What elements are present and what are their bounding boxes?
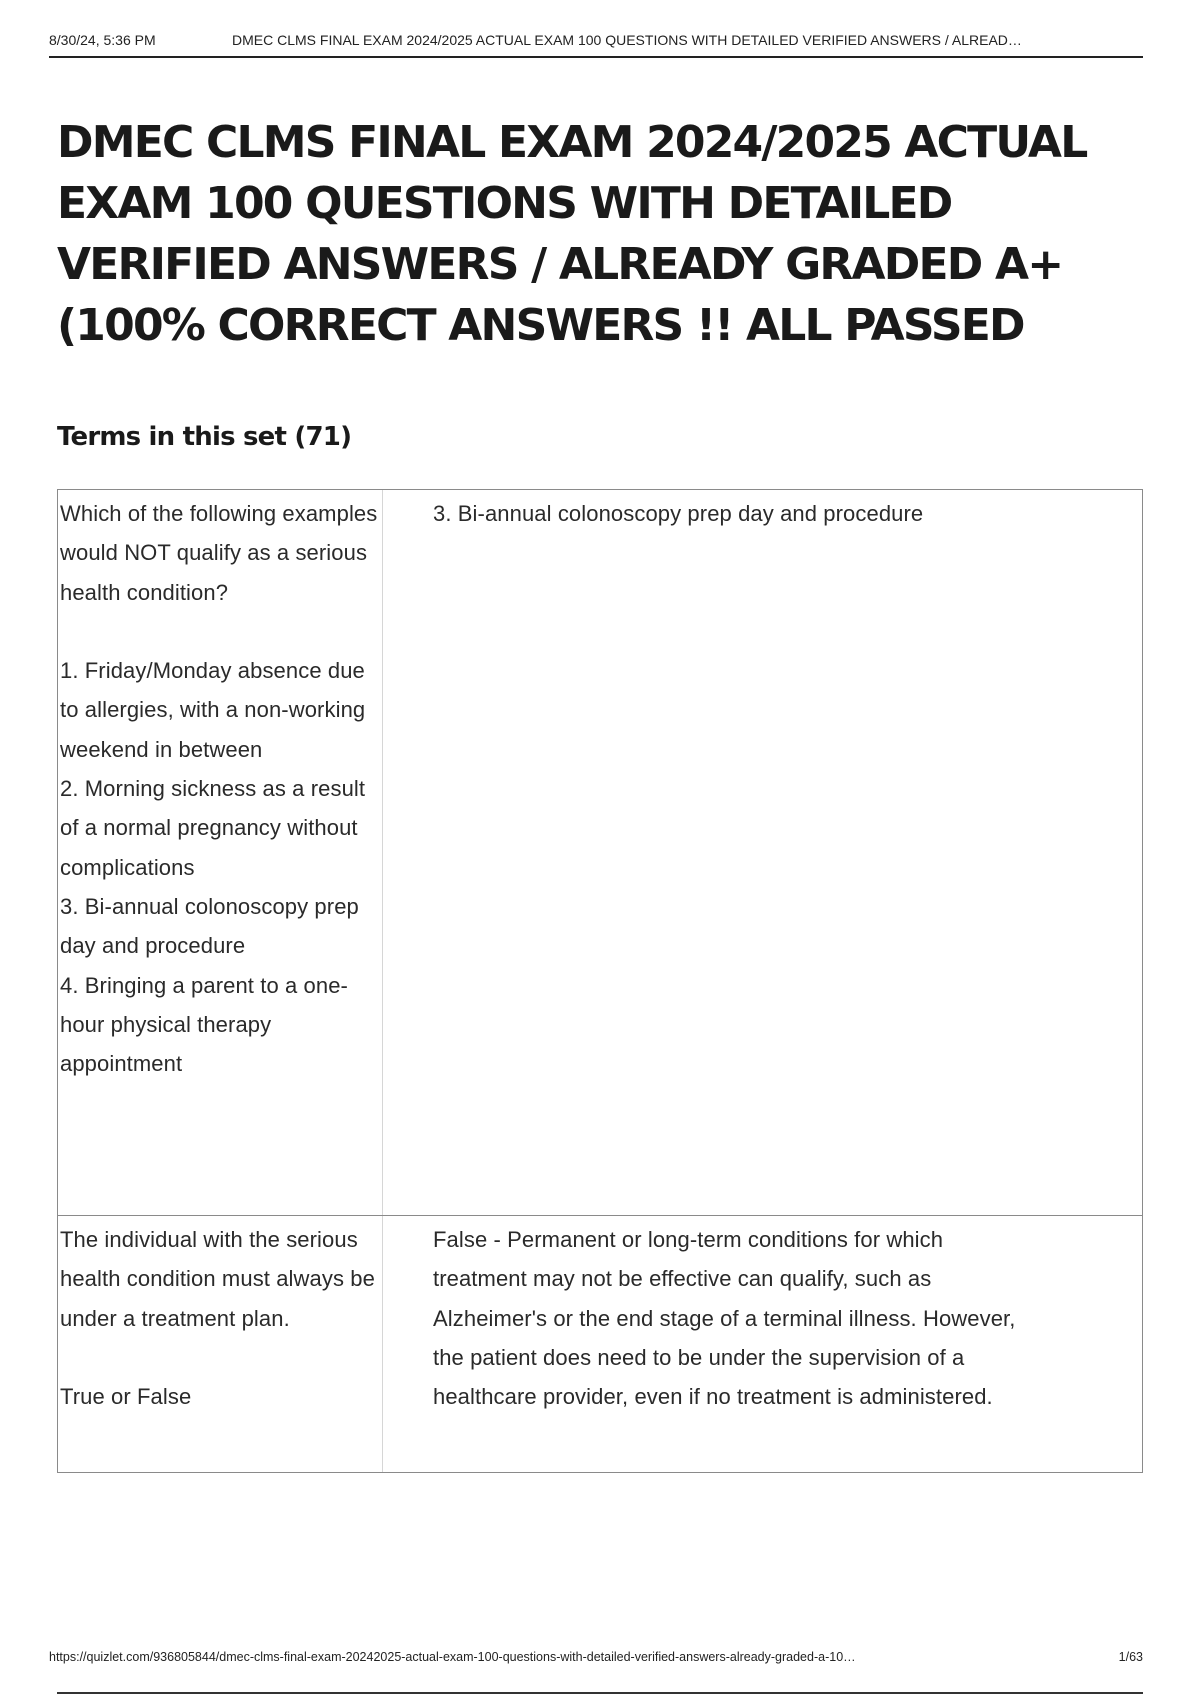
print-url: https://quizlet.com/936805844/dmec-clms-final-exam-20242025-actual-exam-100-questions-with-detailed-verified-answers-already-graded-a-10… (49, 1650, 856, 1664)
terms-table (57, 489, 1143, 1473)
terms-heading: Terms in this set (71) (57, 422, 352, 452)
definition-text: 3. Bi-annual colonoscopy prep day and procedure (433, 501, 924, 526)
definition-text: False - Permanent or long-term conditions for which treatment may not be effective can qualify, such as Alzheimer's or the end stage of a terminal illness. However, the patient does need to be under the supervision of a healthcare provider, even if no treatment is administered. (433, 1227, 1022, 1410)
print-datetime: 8/30/24, 5:36 PM (49, 32, 156, 48)
term-row (58, 1216, 1142, 1472)
term-row (58, 490, 1142, 1216)
print-header (49, 28, 1143, 58)
term-text: The individual with the serious health condition must always be under a treatment plan. True or False (58, 1216, 383, 1472)
term-text: Which of the following examples would NOT qualify as a serious health condition? 1. Friday/Monday absence due to allergies, with a non-working weekend in between 2. Morning sickness as a result of a normal pregnancy without complications 3. Bi-annual colonoscopy prep day and procedure 4. Bringing a parent to a one-hour physical therapy appointment (58, 490, 383, 1215)
page-number: 1/63 (1118, 1650, 1143, 1664)
page-title: DMEC CLMS FINAL EXAM 2024/2025 ACTUAL EXAM 100 QUESTIONS WITH DETAILED VERIFIED ANSWERS / ALREADY GRADED A+ (100% CORRECT ANSWERS !! ALL PASSED (57, 117, 1087, 351)
footer-divider (57, 1692, 1143, 1694)
print-doc-title: DMEC CLMS FINAL EXAM 2024/2025 ACTUAL EXAM 100 QUESTIONS WITH DETAILED VERIFIED ANSWERS / ALREAD… (232, 32, 1022, 48)
